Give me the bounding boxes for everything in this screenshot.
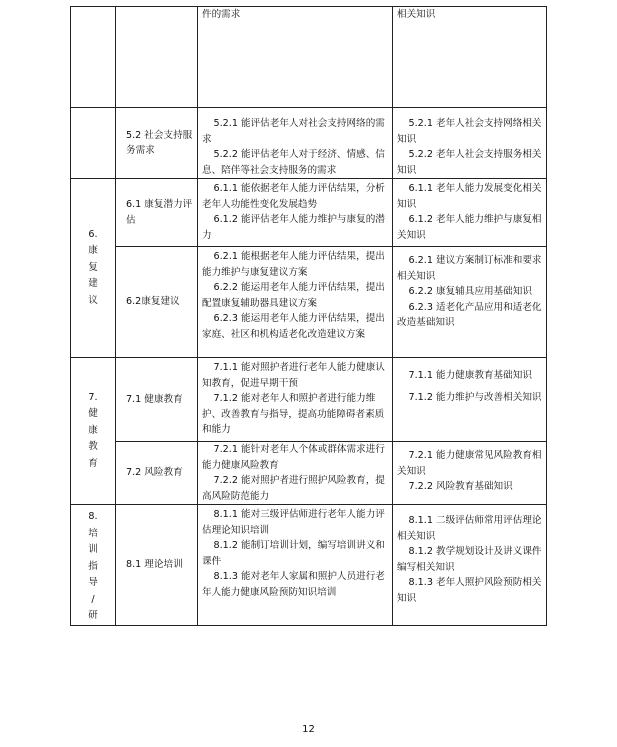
- knowledge-item: 8.1.2 教学规划设计及讲义课件编写相关知识: [397, 546, 542, 573]
- category-char: 研: [88, 610, 98, 621]
- skill-cell: [198, 247, 393, 358]
- category-cell-8: [71, 505, 116, 626]
- knowledge-item: 7.1.1 能力健康教育基础知识: [408, 370, 532, 381]
- knowledge-cell: [393, 442, 547, 505]
- table-row-7-1: [71, 358, 547, 442]
- category-char: /: [91, 593, 95, 605]
- skill-item: 8.1.2 能制订培训计划，编写培训讲义和课件: [202, 540, 385, 567]
- unit-text: 8.1 理论培训: [126, 559, 183, 570]
- skill-item: 6.1.1 能依据老年人能力评估结果，分析老年人功能性变化发展趋势: [202, 183, 385, 210]
- knowledge-cell: [393, 7, 547, 108]
- table-row-5-2: [71, 108, 547, 179]
- skill-item: 5.2.2 能评估老年人对于经济、情感、信息、陪伴等社会支持服务的需求: [202, 149, 385, 176]
- knowledge-item: 7.2.1 能力健康常见风险教育相关知识: [397, 450, 542, 477]
- skill-item: 7.1.2 能对老年人和照护者进行能力维护、改善教育与指导，提高功能障碍者素质和能力: [202, 393, 385, 435]
- category-cell-7: [71, 358, 116, 505]
- knowledge-cell: [393, 247, 547, 358]
- knowledge-item: 5.2.2 老年人社会支持服务相关知识: [397, 149, 542, 176]
- skill-cell: [198, 442, 393, 505]
- knowledge-item: 6.1.1 老年人能力发展变化相关知识: [397, 183, 542, 210]
- skill-cell: [198, 358, 393, 442]
- category-char: 6.: [88, 228, 98, 240]
- category-cell-empty: [71, 7, 116, 108]
- knowledge-cell: [393, 505, 547, 626]
- unit-text: 7.2 风险教育: [126, 467, 183, 479]
- skill-item: 7.2.1 能针对老年人个体或群体需求进行能力健康风险教育: [202, 444, 385, 471]
- table-row-continued: [71, 7, 547, 108]
- skill-cell: [198, 505, 393, 626]
- category-char: 指: [88, 560, 98, 572]
- knowledge-cell: [393, 179, 547, 247]
- knowledge-item: 7.1.2 能力维护与改善相关知识: [408, 391, 542, 403]
- knowledge-item: 8.1.1 二级评估师常用评估理论相关知识: [397, 515, 542, 542]
- unit-cell: [116, 442, 198, 505]
- table-row-6-2: [71, 247, 547, 358]
- table-row-6-1: [71, 179, 547, 247]
- table-row-7-2: [71, 442, 547, 505]
- knowledge-cell: [393, 108, 547, 179]
- knowledge-item: 6.2.2 康复辅具应用基础知识: [408, 286, 532, 297]
- unit-cell: [116, 358, 198, 442]
- category-char: 康: [88, 245, 98, 257]
- unit-cell: [116, 108, 198, 179]
- skill-cell: [198, 7, 393, 108]
- unit-text: 5.2 社会支持服务需求: [126, 129, 193, 156]
- category-char: 康: [88, 424, 98, 436]
- unit-text: 6.1 康复潜力评估: [126, 199, 193, 226]
- skill-item: 7.1.1 能对照护者进行老年人能力健康认知教育，促进早期干预: [202, 362, 385, 389]
- knowledge-cell: [393, 358, 547, 442]
- category-char: 教: [88, 441, 98, 453]
- category-cell-6: [71, 179, 116, 358]
- skill-item: 5.2.1 能评估老年人对社会支持网络的需求: [202, 118, 385, 145]
- unit-cell: [116, 247, 198, 358]
- unit-text: 6.2康复建议: [126, 296, 180, 308]
- unit-text: 7.1 健康教育: [126, 393, 183, 405]
- page-number: 12: [302, 724, 315, 735]
- category-char: 复: [88, 261, 98, 273]
- skill-item: 6.2.2 能运用老年人能力评估结果，提出配置康复辅助器具建议方案: [202, 282, 385, 309]
- skill-text: 件的需求: [202, 9, 241, 20]
- category-char: 培: [88, 527, 98, 539]
- skill-item: 8.1.1 能对三级评估师进行老年人能力评估理论知识培训: [202, 509, 385, 536]
- skill-cell: [198, 108, 393, 179]
- category-cell-empty: [71, 108, 116, 179]
- knowledge-item: 8.1.3 老年人照护风险预防相关知识: [397, 577, 542, 604]
- skill-item: 8.1.3 能对老年人家属和照护人员进行老年人能力健康风险预防知识培训: [202, 571, 385, 598]
- unit-cell-empty: [116, 7, 198, 108]
- knowledge-item: 7.2.2 风险教育基础知识: [408, 481, 513, 492]
- table-row-8-1: [71, 505, 547, 626]
- category-char: 训: [88, 544, 98, 555]
- knowledge-item: 6.2.3 适老化产品应用和适老化改造基础知识: [397, 301, 542, 328]
- category-char: 健: [88, 408, 98, 420]
- category-char: 7.: [88, 391, 98, 403]
- knowledge-item: 6.1.2 老年人能力维护与康复相关知识: [397, 214, 542, 241]
- knowledge-text: 相关知识: [397, 9, 436, 20]
- category-char: 议: [88, 294, 98, 306]
- knowledge-item: 6.2.1 建议方案制订标准和要求相关知识: [397, 255, 542, 282]
- category-char: 育: [88, 457, 98, 469]
- category-char: 建: [88, 278, 98, 290]
- skill-item: 6.2.3 能运用老年人能力评估结果，提出家庭、社区和机构适老化改造建议方案: [202, 313, 385, 340]
- skill-item: 6.2.1 能根据老年人能力评估结果，提出能力维护与康复建议方案: [202, 251, 385, 278]
- skill-item: 6.1.2 能评估老年人能力维护与康复的潜力: [202, 214, 385, 241]
- category-char: 8.: [88, 511, 98, 522]
- skill-cell: [198, 179, 393, 247]
- skill-item: 7.2.2 能对照护者进行照护风险教育，提高风险防范能力: [202, 475, 385, 502]
- unit-cell: [116, 505, 198, 626]
- category-char: 导: [88, 577, 98, 588]
- occupation-standard-table: [70, 6, 547, 626]
- knowledge-item: 5.2.1 老年人社会支持网络相关知识: [397, 118, 542, 145]
- unit-cell: [116, 179, 198, 247]
